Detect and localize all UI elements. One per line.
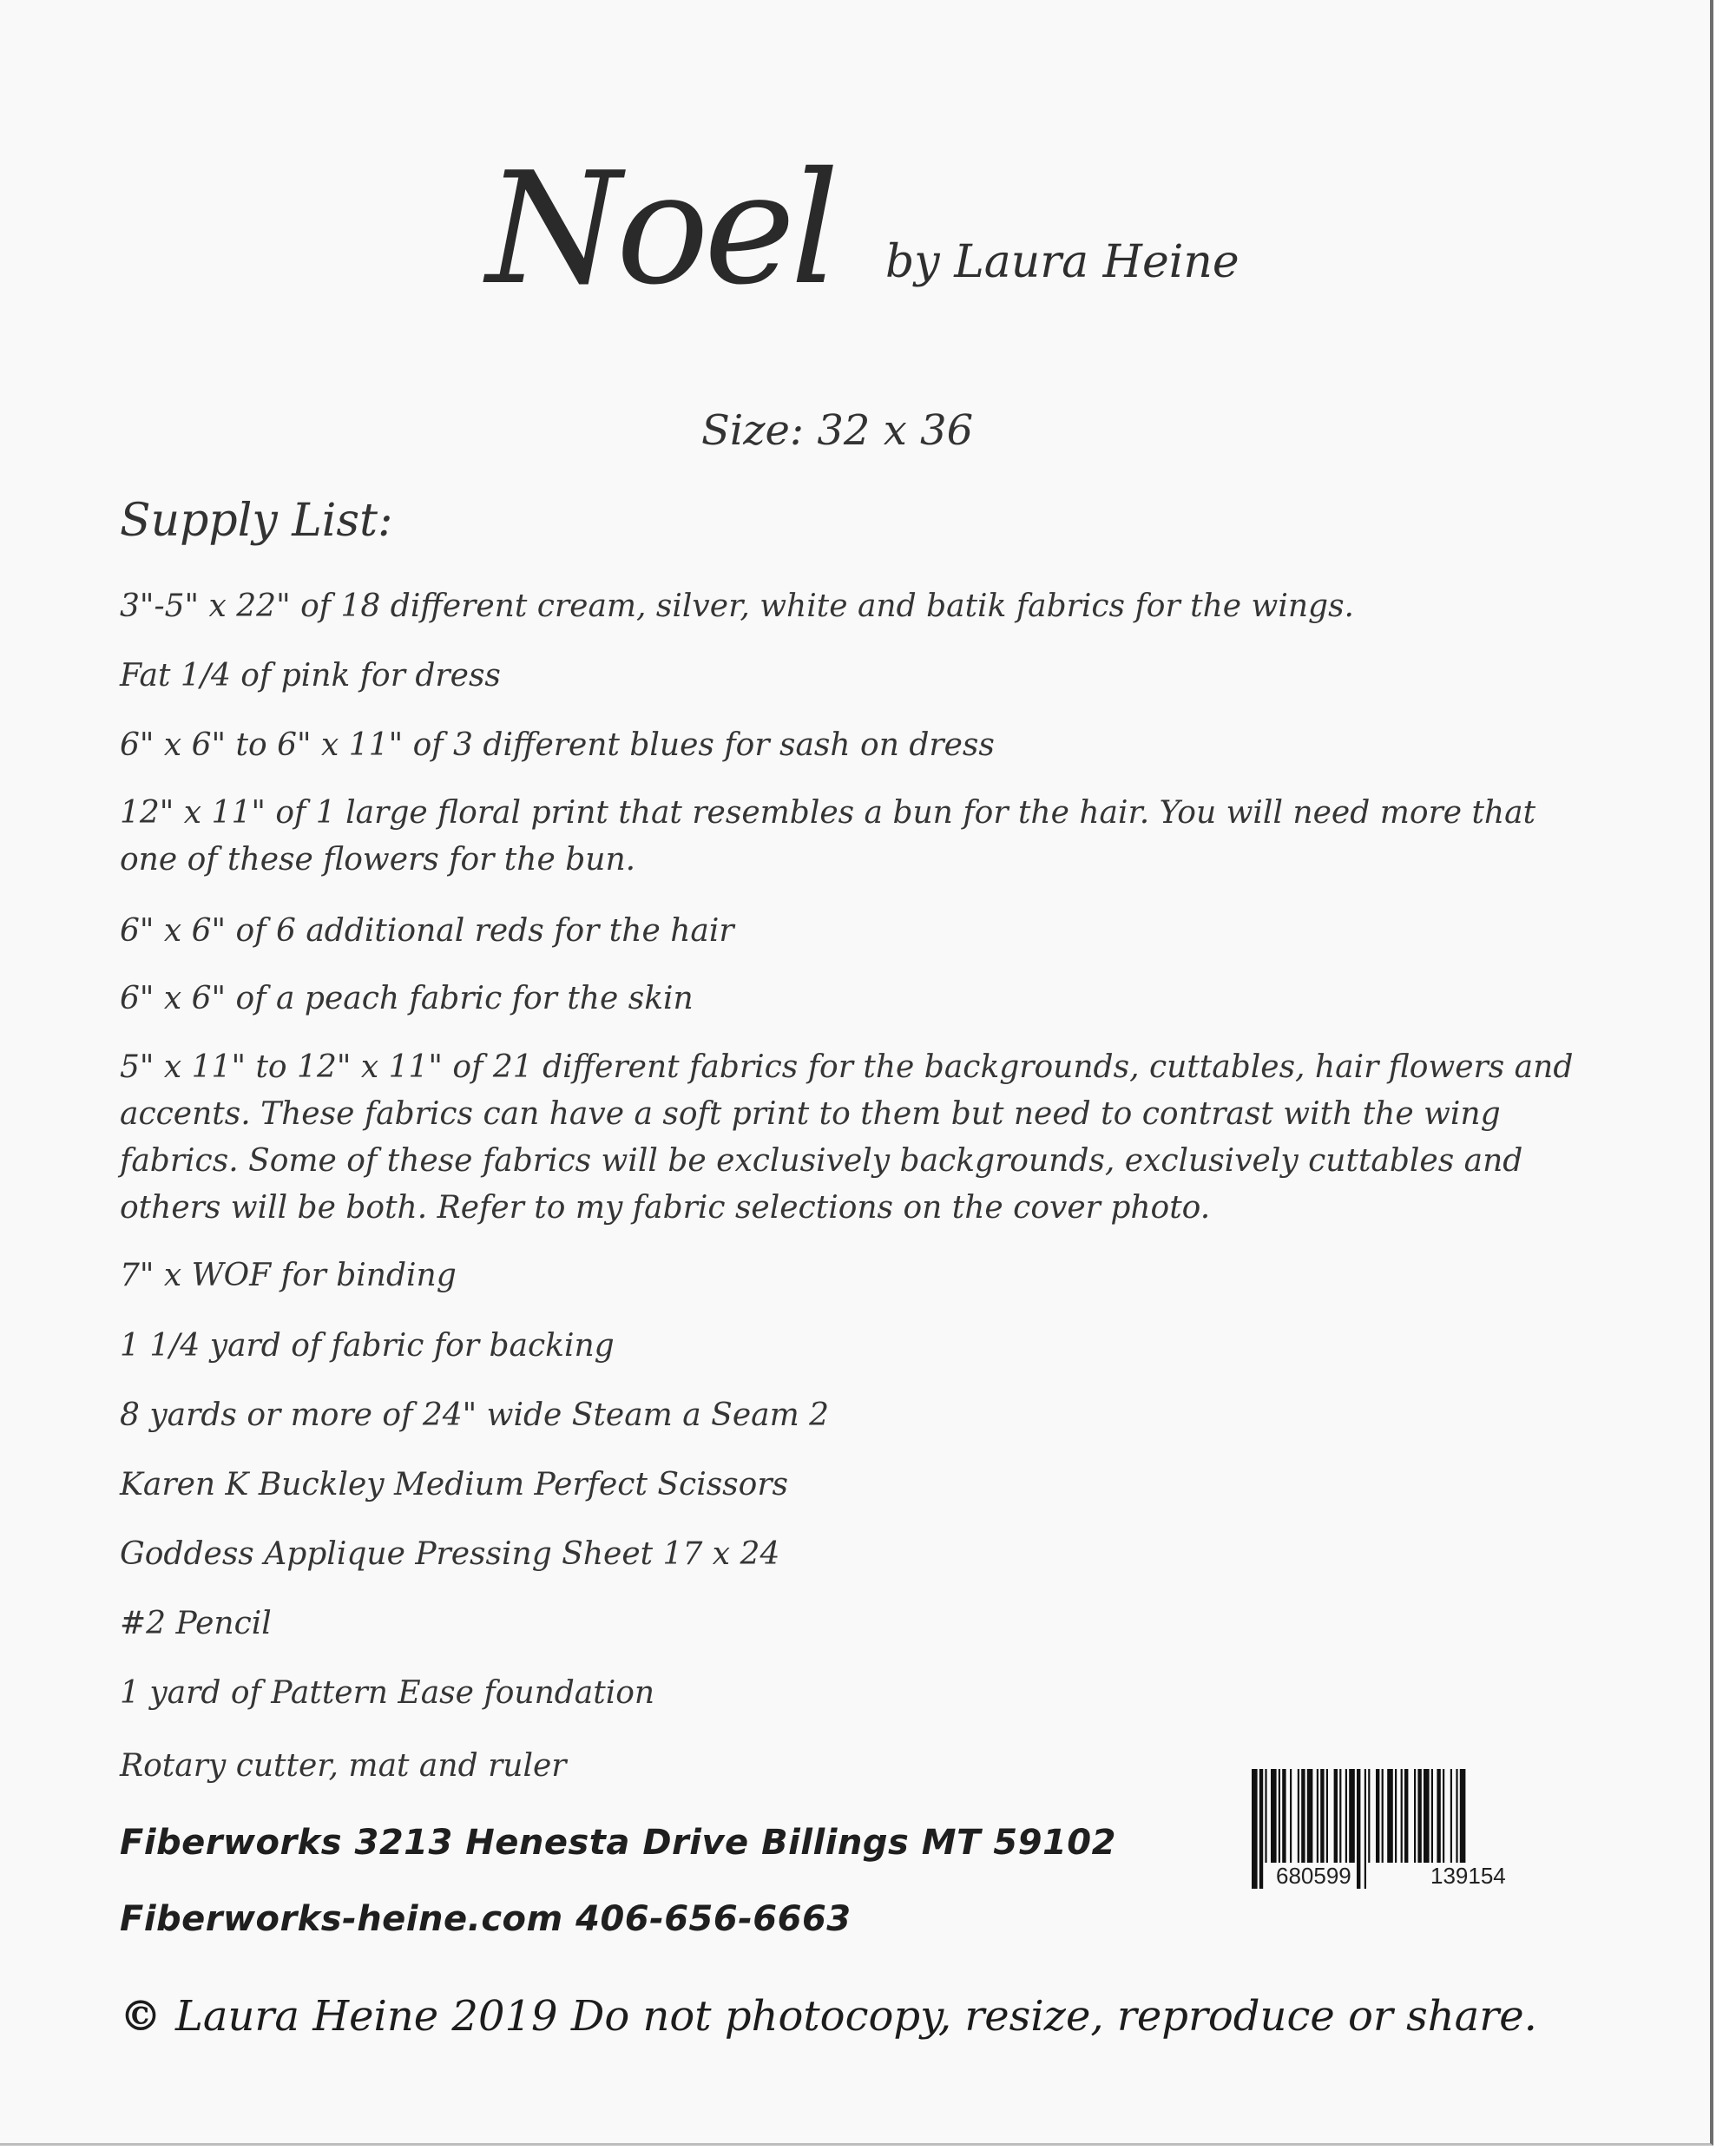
supply-item: 7" x WOF for binding — [120, 1258, 457, 1293]
copyright-symbol: © — [120, 1992, 161, 2041]
supply-list-heading: Supply List: — [120, 495, 393, 547]
barcode-bar — [1339, 1769, 1341, 1863]
supply-item: Goddess Applique Pressing Sheet 17 x 24 — [120, 1536, 780, 1572]
supply-item: Rotary cutter, mat and ruler — [120, 1748, 567, 1784]
barcode-bar — [1424, 1769, 1430, 1863]
barcode-bar — [1368, 1769, 1370, 1863]
supply-item: 3"-5" x 22" of 18 different cream, silver, white and batik fabrics for the wings. — [120, 588, 1354, 624]
barcode-bar — [1326, 1769, 1328, 1863]
barcode-bar — [1382, 1769, 1384, 1863]
designer-byline: by Laura Heine — [885, 236, 1240, 288]
barcode-bar — [1414, 1769, 1416, 1863]
barcode-bar — [1437, 1769, 1440, 1863]
supply-item: Karen K Buckley Medium Perfect Scissors — [120, 1467, 789, 1502]
supply-item: 6" x 6" to 6" x 11" of 3 different blues for sash on dress — [120, 727, 995, 763]
barcode-bar — [1345, 1769, 1347, 1863]
upc-barcode — [1248, 1769, 1554, 1892]
barcode-bar — [1334, 1769, 1338, 1863]
barcode-bar — [1376, 1769, 1379, 1863]
supply-item: #2 Pencil — [120, 1606, 272, 1641]
barcode-bar — [1271, 1769, 1277, 1863]
supply-item: 6" x 6" of 6 additional reds for the hair — [120, 913, 734, 949]
barcode-bar — [1279, 1769, 1280, 1863]
barcode-left-number: 680599 — [1272, 1863, 1355, 1889]
barcode-bar — [1349, 1769, 1355, 1863]
barcode-right-number: 139154 — [1427, 1863, 1509, 1889]
barcode-bar — [1417, 1769, 1421, 1863]
supply-item: 1 1/4 yard of fabric for backing — [120, 1328, 615, 1364]
barcode-bar — [1387, 1769, 1393, 1863]
contact-web-phone: Fiberworks-heine.com 406-656-6663 — [120, 1899, 852, 1939]
barcode-bar — [1401, 1769, 1403, 1863]
barcode-bar — [1431, 1769, 1433, 1863]
supply-item: Fat 1/4 of pink for dress — [120, 658, 501, 694]
barcode-bar — [1357, 1769, 1360, 1889]
supply-item: 1 yard of Pattern Ease foundation — [120, 1675, 655, 1711]
supply-item: 8 yards or more of 24" wide Steam a Seam 2 — [120, 1397, 830, 1433]
barcode-bar — [1450, 1769, 1452, 1863]
supply-item: 5" x 11" to 12" x 11" of 21 different fabrics for the backgrounds, cuttables, hair flowers and accents. These fabrics can have a soft print to them but need to contrast with the wing fabrics. Some of these fabrics will be exclusively backgrounds, exclusively cuttables and others will be both. Refer to my fabric selections on the cover photo. — [120, 1049, 1574, 1226]
barcode-bar — [1298, 1769, 1299, 1863]
copyright-text: Laura Heine 2019 Do not photocopy, resize, reproduce or share. — [175, 1992, 1537, 2041]
barcode-bar — [1259, 1769, 1263, 1889]
contact-address: Fiberworks 3213 Henesta Drive Billings MT 59102 — [120, 1823, 1116, 1863]
barcode-bar — [1252, 1769, 1258, 1889]
barcode-bar — [1404, 1769, 1408, 1863]
pattern-title: Noel — [486, 139, 835, 319]
copyright-notice — [120, 1992, 1537, 2041]
supply-item: 12" x 11" of 1 large floral print that resembles a bun for the hair. You will need more that one of these flowers for the bun. — [120, 795, 1536, 878]
barcode-bar — [1307, 1769, 1313, 1863]
barcode-bar — [1265, 1769, 1266, 1863]
barcode-bar — [1290, 1769, 1292, 1863]
barcode-bar — [1364, 1769, 1366, 1889]
barcode-bar — [1443, 1769, 1444, 1863]
barcode-bar — [1320, 1769, 1324, 1863]
barcode-bar — [1317, 1769, 1318, 1863]
supply-item: 6" x 6" of a peach fabric for the skin — [120, 981, 694, 1016]
quilt-size: Size: 32 x 36 — [701, 406, 974, 455]
barcode-bar — [1395, 1769, 1397, 1863]
barcode-bar — [1301, 1769, 1305, 1863]
barcode-bar — [1282, 1769, 1286, 1863]
